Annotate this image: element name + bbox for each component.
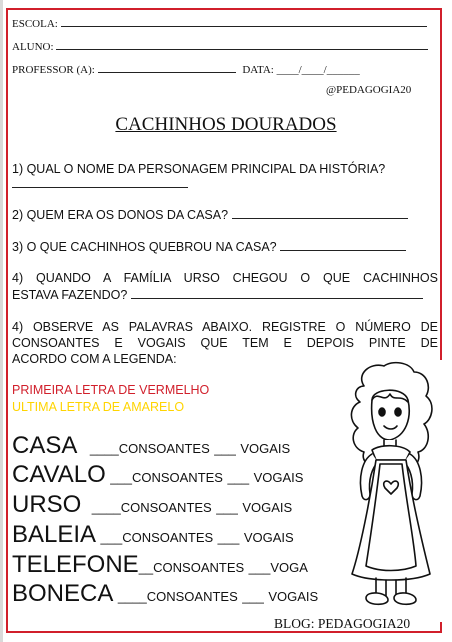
vowel-blank[interactable]: ___ (242, 589, 264, 604)
header-tag: @PEDAGOGIA20 (326, 84, 412, 96)
vowel-blank[interactable]: ___ (216, 500, 238, 515)
question-4-row (12, 288, 423, 303)
answer-4-line[interactable] (131, 289, 423, 299)
vowel-label: VOGA (270, 560, 308, 575)
word-row (12, 580, 318, 608)
word-row (12, 521, 294, 549)
student-field[interactable] (56, 40, 428, 50)
question-4-line-1: 4) QUANDO A FAMÍLIA URSO CHEGOU O QUE CACHINHOS (12, 271, 438, 285)
question-5-line-3: ACORDO COM A LEGENDA: (12, 352, 177, 366)
question-4-line-2: ESTAVA FAZENDO? (12, 288, 128, 302)
question-2: 2) QUEM ERA OS DONOS DA CASA? (12, 208, 229, 222)
student-row (12, 40, 428, 53)
word: TELEFONE (12, 551, 139, 578)
consonant-blank[interactable]: ___ (100, 530, 123, 545)
legend-first-letter: PRIMEIRA LETRA DE VERMELHO (12, 383, 210, 397)
word: CASA (12, 432, 78, 459)
student-label: ALUNO: (12, 41, 54, 53)
word: CAVALO (12, 461, 106, 488)
question-3-row (12, 240, 406, 255)
vowel-label: VOGAIS (243, 530, 294, 545)
consonant-blank[interactable]: ____ (117, 589, 147, 604)
vowel-blank[interactable]: ___ (214, 441, 236, 456)
word: URSO (12, 491, 82, 518)
word: BALEIA (12, 521, 97, 548)
vowel-blank[interactable]: ___ (227, 470, 250, 485)
vowel-label: VOGAIS (253, 470, 304, 485)
page-title: CACHINHOS DOURADOS (115, 114, 337, 135)
vowel-label: VOGAIS (268, 589, 319, 604)
teacher-label: PROFESSOR (A): (12, 64, 95, 76)
consonant-label: CONSOANTES (153, 560, 245, 575)
girl-illustration (332, 360, 447, 622)
vowel-label: VOGAIS (242, 500, 293, 515)
legend-last-letter: ULTIMA LETRA DE AMARELO (12, 400, 185, 414)
question-1: 1) QUAL O NOME DA PERSONAGEM PRINCIPAL DA HISTÓRIA? (12, 162, 386, 176)
consonant-blank[interactable]: ____ (89, 441, 119, 456)
consonant-label: CONSOANTES (122, 530, 214, 545)
answer-1-line[interactable] (12, 187, 188, 188)
page-edge (0, 0, 3, 642)
question-5-line-2: CONSOANTES E VOGAIS QUE TEM E DEPOIS PINTE DE (12, 336, 438, 350)
date-field[interactable]: ____/____/______ (276, 64, 360, 76)
teacher-row (12, 63, 360, 76)
vowel-label: VOGAIS (240, 441, 291, 456)
word: BONECA (12, 580, 114, 607)
vowel-blank[interactable]: ___ (217, 530, 240, 545)
word-row (12, 551, 308, 579)
date-label: DATA: (242, 64, 274, 76)
consonant-blank[interactable]: ____ (91, 500, 121, 515)
word-row (12, 461, 303, 489)
question-3: 3) O QUE CACHINHOS QUEBROU NA CASA? (12, 240, 277, 254)
question-5-line-1: 4) OBSERVE AS PALAVRAS ABAIXO. REGISTRE O NÚMERO DE (12, 320, 438, 334)
question-2-row (12, 208, 408, 223)
consonant-blank[interactable]: __ (138, 560, 154, 575)
footer-blog: BLOG: PEDAGOGIA20 (274, 616, 411, 631)
consonant-blank[interactable]: ___ (110, 470, 132, 485)
vowel-blank[interactable]: ___ (248, 560, 271, 575)
teacher-field[interactable] (98, 63, 236, 73)
word-row (12, 491, 292, 519)
school-label: ESCOLA: (12, 18, 58, 30)
answer-2-line[interactable] (232, 209, 408, 219)
consonant-label: CONSOANTES (131, 470, 223, 485)
consonant-label: CONSOANTES (120, 500, 212, 515)
word-row (12, 432, 290, 460)
school-field[interactable] (61, 17, 427, 27)
consonant-label: CONSOANTES (146, 589, 238, 604)
consonant-label: CONSOANTES (118, 441, 210, 456)
answer-3-line[interactable] (280, 241, 406, 251)
school-row (12, 17, 427, 30)
